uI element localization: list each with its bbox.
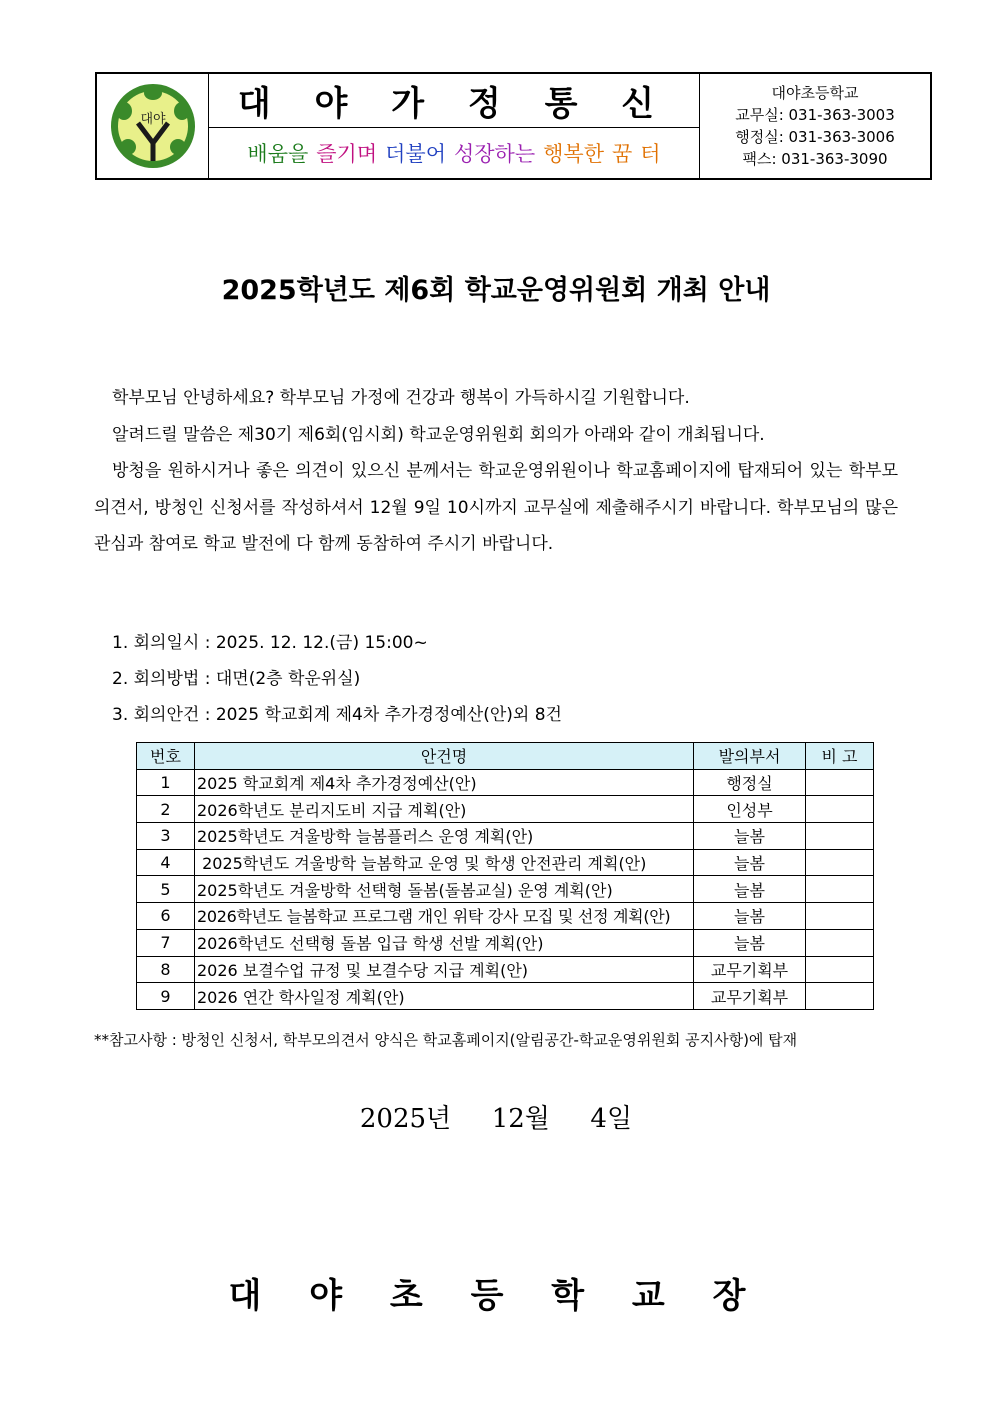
table-header-row xyxy=(137,743,874,770)
header-number: 번호 xyxy=(137,743,195,770)
row-agenda: 2026학년도 선택형 돌봄 입급 학생 선발 계획(안) xyxy=(195,929,694,956)
newsletter-header xyxy=(95,72,932,180)
table-row xyxy=(137,903,874,930)
slogan-word: 배움을 xyxy=(247,142,309,166)
row-number: 9 xyxy=(137,983,195,1010)
row-number: 7 xyxy=(137,929,195,956)
school-contact xyxy=(700,74,930,178)
row-department: 늘봄 xyxy=(694,903,806,930)
paragraph-line: 학부모님 안녕하세요? 학부모님 가정에 건강과 행복이 가득하시길 기원합니다. xyxy=(112,388,690,408)
row-remarks xyxy=(806,876,874,903)
slogan-word: 터 xyxy=(640,142,661,166)
header-remarks: 비 고 xyxy=(806,743,874,770)
row-number: 5 xyxy=(137,876,195,903)
row-department: 늘봄 xyxy=(694,823,806,850)
newsletter-title: 대 야 가 정 통 신 xyxy=(209,74,699,128)
slogan-word: 꿈 xyxy=(612,142,633,166)
row-remarks xyxy=(806,796,874,823)
row-agenda: 2026 연간 학사일정 계획(안) xyxy=(195,983,694,1010)
row-department: 늘봄 xyxy=(694,876,806,903)
row-agenda: 2025학년도 겨울방학 늘봄플러스 운영 계획(안) xyxy=(195,823,694,850)
row-number: 3 xyxy=(137,823,195,850)
row-department: 교무기획부 xyxy=(694,956,806,983)
table-row xyxy=(137,849,874,876)
row-remarks xyxy=(806,956,874,983)
table-row xyxy=(137,796,874,823)
agenda-table xyxy=(136,742,874,1010)
slogan-word: 더불어 xyxy=(385,142,446,166)
header-department: 발의부서 xyxy=(694,743,806,770)
row-number: 4 xyxy=(137,849,195,876)
row-agenda: 2026 보결수업 규정 및 보결수당 지급 계획(안) xyxy=(195,956,694,983)
row-remarks xyxy=(806,903,874,930)
row-number: 1 xyxy=(137,769,195,796)
row-department: 교무기획부 xyxy=(694,983,806,1010)
slogan-word: 성장하는 xyxy=(453,142,536,166)
row-remarks xyxy=(806,983,874,1010)
row-department: 행정실 xyxy=(694,769,806,796)
school-slogan xyxy=(209,128,699,178)
principal-signature: 대 야 초 등 학 교 장 xyxy=(228,1276,764,1316)
row-number: 6 xyxy=(137,903,195,930)
row-agenda: 2025학년도 겨울방학 늘봄학교 운영 및 학생 안전관리 계획(안) xyxy=(195,849,694,876)
row-remarks xyxy=(806,769,874,796)
table-row xyxy=(137,823,874,850)
notice-title: 2025학년도 제6회 학교운영위원회 개최 안내 xyxy=(221,275,771,306)
row-agenda: 2025 학교회계 제4차 추가경정예산(안) xyxy=(195,769,694,796)
row-agenda: 2025학년도 겨울방학 선택형 돌봄(돌봄교실) 운영 계획(안) xyxy=(195,876,694,903)
reference-note: **참고사항 : 방청인 신청서, 학부모의견서 양식은 학교홈페이지(알림공간-학교운영위원회 공지사항)에 탑재 xyxy=(94,1031,798,1049)
header-agenda: 안건명 xyxy=(195,743,694,770)
table-row xyxy=(137,769,874,796)
row-remarks xyxy=(806,929,874,956)
greeting-paragraph xyxy=(94,380,898,563)
issue-date: 2025년 12월 4일 xyxy=(359,1104,633,1134)
row-number: 8 xyxy=(137,956,195,983)
office-phone: 교무실: 031-363-3003 xyxy=(735,106,895,124)
meeting-datetime: 1. 회의일시 : 2025. 12. 12.(금) 15:00~ xyxy=(112,633,428,653)
school-logo xyxy=(97,74,209,178)
school-emblem-icon xyxy=(108,81,198,171)
table-row xyxy=(137,956,874,983)
logo-lettering: 대야 xyxy=(139,112,166,127)
meeting-details xyxy=(112,625,562,733)
meeting-agenda: 3. 회의안건 : 2025 학교회계 제4차 추가경정예산(안)외 8건 xyxy=(112,705,562,725)
table-row xyxy=(137,929,874,956)
row-department: 인성부 xyxy=(694,796,806,823)
row-remarks xyxy=(806,849,874,876)
slogan-word: 즐기며 xyxy=(316,142,378,166)
row-remarks xyxy=(806,823,874,850)
row-agenda: 2026학년도 늘봄학교 프로그램 개인 위탁 강사 모집 및 선정 계획(안) xyxy=(195,903,694,930)
row-number: 2 xyxy=(137,796,195,823)
paragraph-line: 알려드릴 말씀은 제30기 제6회(임시회) 학교운영위원회 회의가 아래와 같이 개최됩니다. xyxy=(112,424,765,445)
school-name: 대야초등학교 xyxy=(771,84,859,102)
table-row xyxy=(137,983,874,1010)
admin-phone: 행정실: 031-363-3006 xyxy=(735,128,895,146)
row-department: 늘봄 xyxy=(694,929,806,956)
slogan-word: 행복한 xyxy=(543,142,604,166)
table-row xyxy=(137,876,874,903)
paragraph-line: 방청을 원하시거나 좋은 의견이 있으신 분께서는 학교운영위원이나 학교홈페이지에 탑재되어 있는 학부모의견서, 방청인 신청서를 작성하셔서 12월 9일 10시까지 교무실에 제출해주시기 바랍니다. 학부모님의 많은 관심과 참여로 학교 발전에 다 함께 동참하여 주시기 바랍니다. xyxy=(94,461,898,554)
row-department: 늘봄 xyxy=(694,849,806,876)
row-agenda: 2026학년도 분리지도비 지급 계획(안) xyxy=(195,796,694,823)
fax-number: 팩스: 031-363-3090 xyxy=(742,150,888,168)
meeting-method: 2. 회의방법 : 대면(2층 학운위실) xyxy=(112,669,361,689)
